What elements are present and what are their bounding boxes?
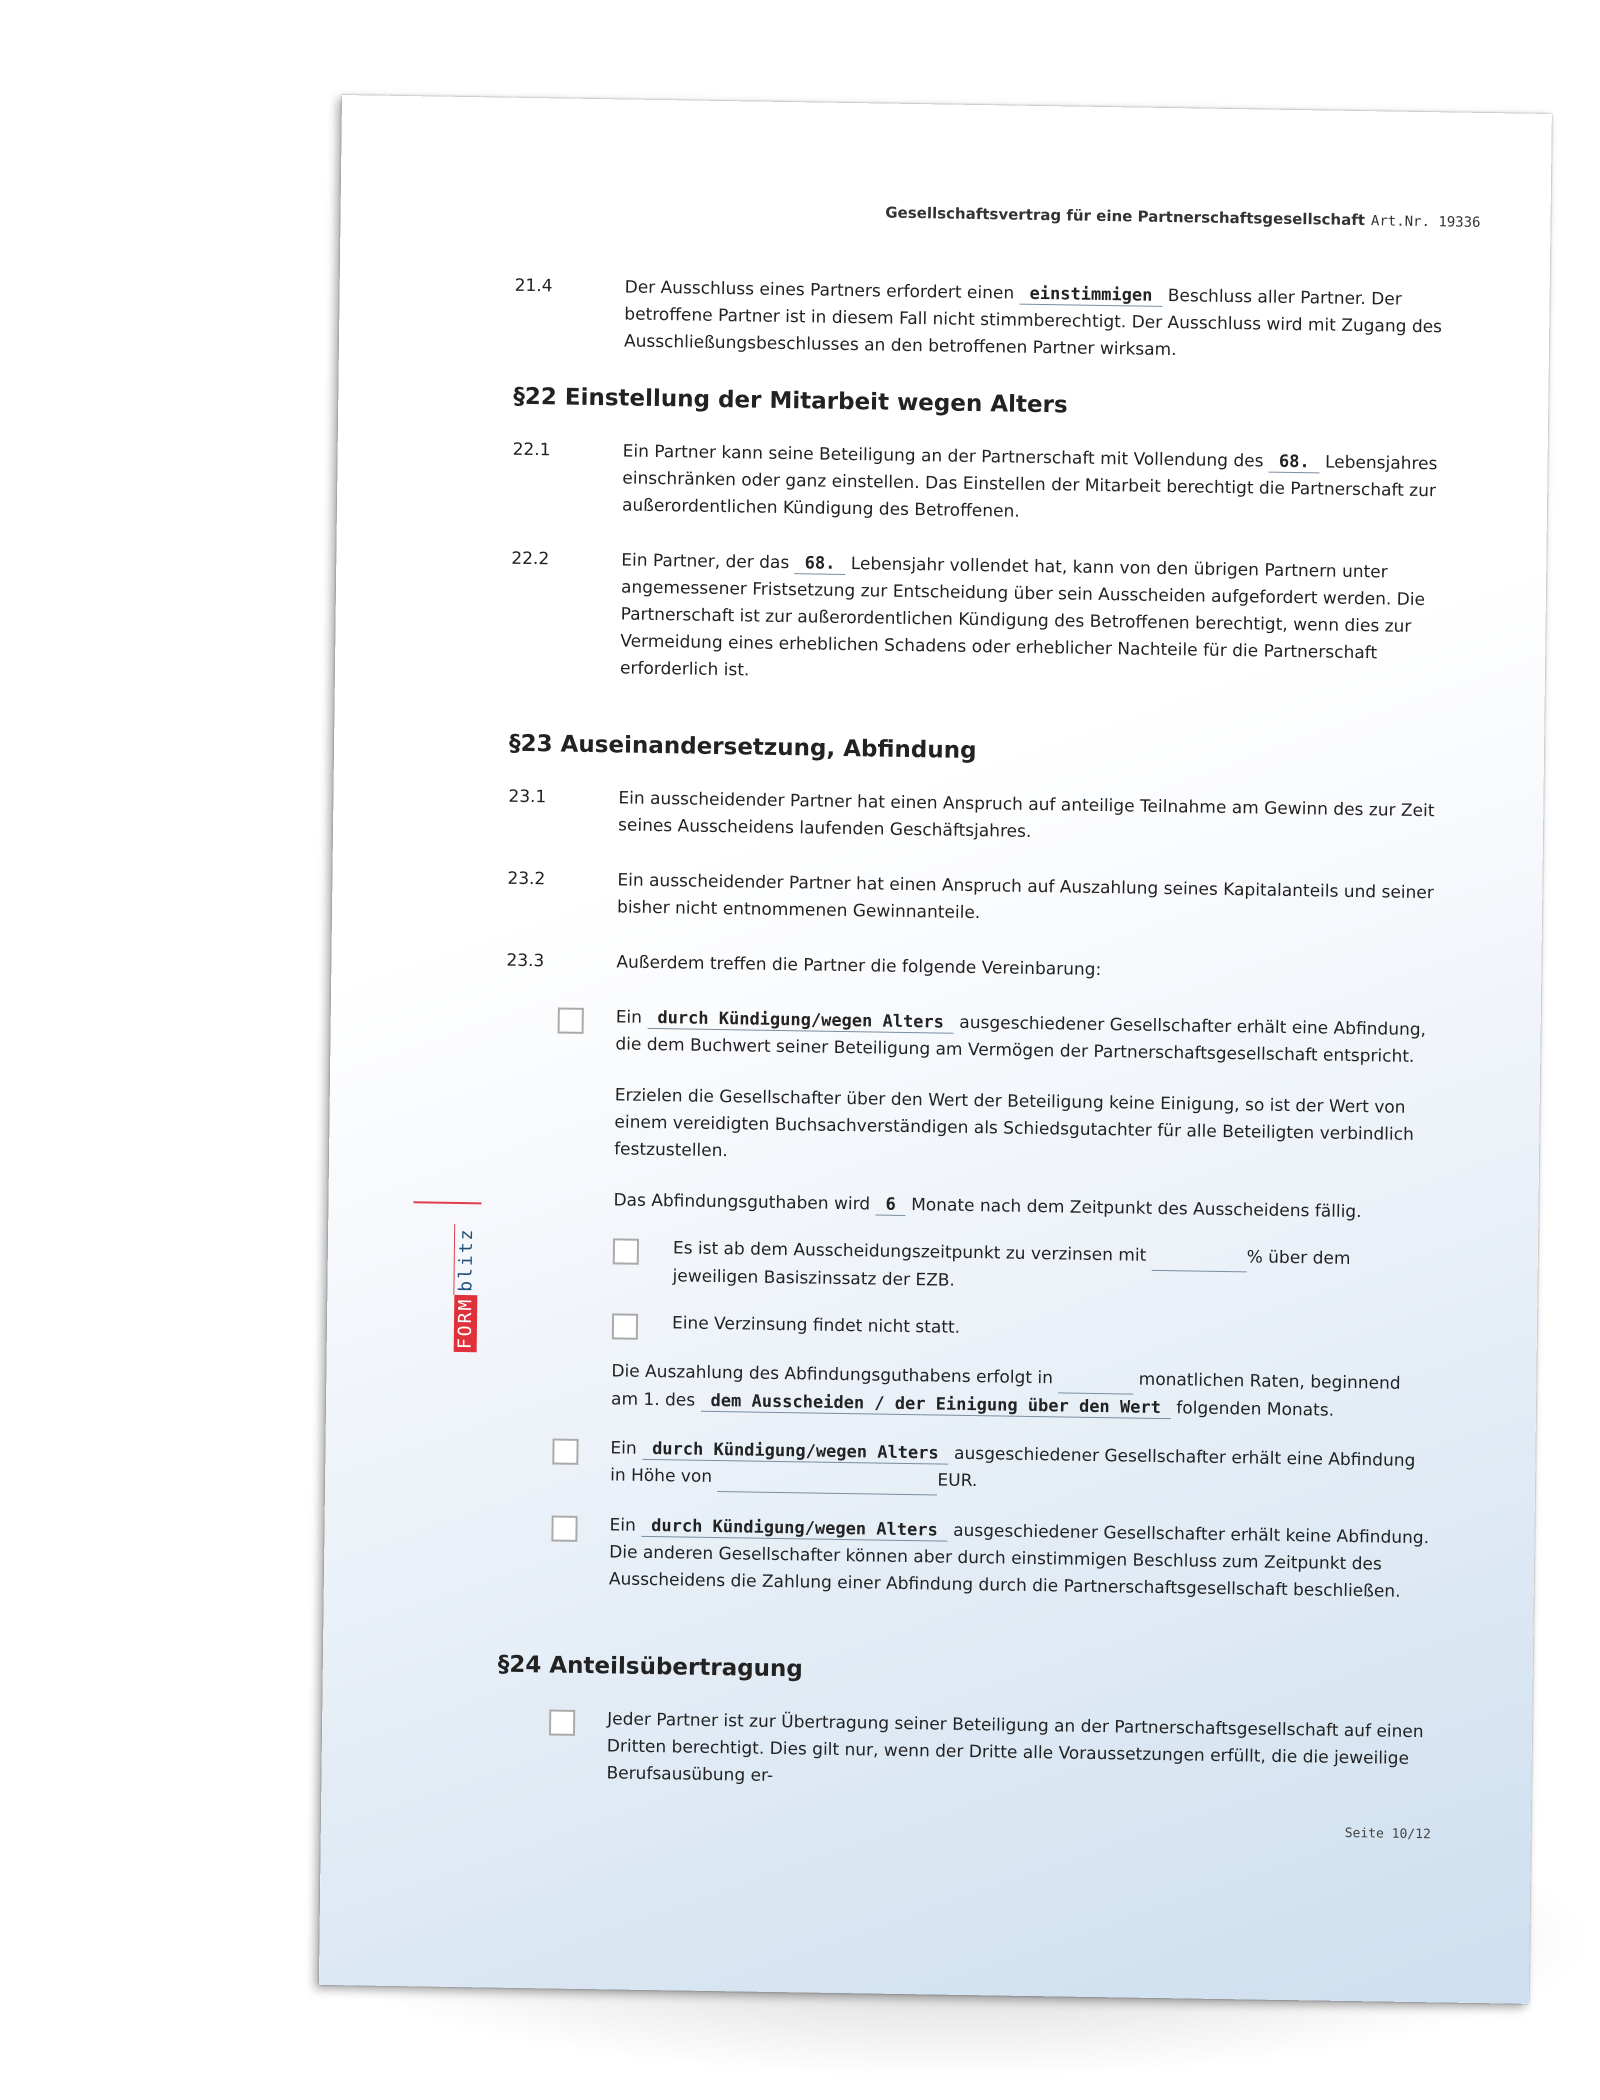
fill-field[interactable]: durch Kündigung/wegen Alters bbox=[641, 1516, 948, 1542]
fill-field[interactable]: 6 bbox=[875, 1195, 906, 1216]
page-header bbox=[885, 204, 1480, 231]
rates-field[interactable] bbox=[1058, 1365, 1133, 1394]
clause-21-4: 21.4 Der Ausschluss eines Partners erfordert einen einstimmigen Beschluss aller Partner. Der betroffene Partner ist in diesem Fall nicht stimmberechtigt. Der Ausschluss wird mit Zugang des Ausschließungsbeschlusses an den betroffenen Partner wirksam. bbox=[514, 275, 1443, 361]
amount-field[interactable] bbox=[717, 1464, 937, 1495]
document-page bbox=[319, 95, 1552, 2004]
section-heading-24: §24 Anteilsübertragung bbox=[497, 1651, 804, 1683]
article-number: Art.Nr. 19336 bbox=[1370, 213, 1481, 231]
fill-field[interactable]: 68. bbox=[1269, 452, 1320, 474]
section-heading-22: §22 Einstellung der Mitarbeit wegen Alters bbox=[513, 383, 1068, 419]
checkbox[interactable] bbox=[552, 1438, 578, 1464]
fill-field[interactable]: einstimmigen bbox=[1019, 284, 1162, 307]
option-transfer: Jeder Partner ist zur Übertragung seiner Beteiligung an der Partnerschaftsgesellschaft auf einen Dritten berechtigt. Dies gilt nur, wenn der Dritte alle Voraussetzungen erfüllt, die die jeweilige Berufsausübung er- bbox=[496, 1705, 1427, 1801]
clause-22-1: 22.1 Ein Partner kann seine Beteiligung an der Partnerschaft mit Vollendung des 68. Lebensjahres einschränken oder ganz einstellen. Das Einstellen der Mitarbeit berechtigt die Partnerschaft zur außerordentlichen Kündigung des Betroffenen. bbox=[512, 439, 1438, 522]
option-no-compensation: Ein durch Kündigung/wegen Alters ausgeschiedener Gesellschafter erhält keine Abfindung. Die anderen Gesellschafter können aber durch einstimmigen Beschluss zum Zeitpunkt des Ausscheidens die Zahlung einer Abfindung durch die Partnerschaftsgesellschaft beschließen. bbox=[499, 1511, 1430, 1607]
option-fixed-amount: Ein durch Kündigung/wegen Alters ausgeschiedener Gesellschafter erhält eine Abfindung in Höhe von EUR. bbox=[500, 1434, 1431, 1504]
fill-field[interactable]: 68. bbox=[795, 553, 846, 575]
checkbox[interactable] bbox=[551, 1515, 577, 1541]
clause-22-2: 22.2 Ein Partner, der das 68. Lebensjahr vollendet hat, kann von den übrigen Partnern unter angemessener Fristsetzung zur Entscheidung über sein Ausscheiden aufgefordert werden. Die Partnerschaft ist zur außerordentlichen Kündigung des Betroffenen berechtigt, wenn dies zur Vermeidung eines erheblichen Schadens oder erheblicher Nachteile für die Partnerschaft erforderlich ist. bbox=[511, 548, 1426, 681]
fill-field[interactable]: durch Kündigung/wegen Alters bbox=[647, 1008, 954, 1034]
checkbox[interactable] bbox=[613, 1238, 639, 1264]
document-body bbox=[454, 273, 1445, 1822]
formblitz-logo: FORMblitz bbox=[452, 1202, 484, 1352]
checkbox[interactable] bbox=[558, 1007, 584, 1033]
clause-23-3: 23.3 Außerdem treffen die Partner die folgende Vereinbarung: bbox=[506, 950, 1102, 981]
clause-23-2: 23.2 Ein ausscheidender Partner hat einen Anspruch auf Auszahlung seines Kapitalanteils und seiner bisher nicht entnommenen Gewinnanteile. bbox=[507, 868, 1434, 924]
checkbox[interactable] bbox=[612, 1313, 638, 1339]
clause-23-1: 23.1 Ein ausscheidender Partner hat einen Anspruch auf anteilige Teilnahme am Gewinn des zur Zeit seines Ausscheidens laufenden Geschäftsjahres. bbox=[508, 786, 1435, 842]
option-buchwert: Ein durch Kündigung/wegen Alters ausgeschiedener Gesellschafter erhält eine Abfindung, die dem Buchwert seiner Beteiligung am Vermögen der Partnerschaftsgesellschaft entspricht. Erzielen die Gesellschafter über den Wert der Beteiligung keine Einigung, so ist der Wert von einem vereidigten Buchsachverständigen als Schiedsgutachter für alle Beteiligten verbindlich festzustellen. Das Abfindungsguthaben wird 6 Monate nach dem Zeitpunkt des Ausscheidens fällig. Es ist ab dem Ausscheidungszeitpunkt zu verzinsen mit % über dem jeweiligen Basiszinssatz der EZB. Eine Verzinsung findet nicht statt. Die Auszahlung des Abfindungsguthabens erfolgt in monatlichen Raten, beginnend am 1. des dem Ausscheiden / der Einigung über den Wert folgenden Monats. bbox=[501, 1003, 1436, 1427]
fill-field[interactable]: dem Ausscheiden / der Einigung über den Wert bbox=[700, 1391, 1171, 1419]
checkbox[interactable] bbox=[549, 1709, 575, 1735]
fill-field[interactable]: durch Kündigung/wegen Alters bbox=[642, 1439, 949, 1465]
document-title: Gesellschaftsvertrag für eine Partnerschaftsgesellschaft bbox=[885, 203, 1366, 230]
page-number: Seite 10/12 bbox=[1344, 1825, 1431, 1843]
section-heading-23: §23 Auseinandersetzung, Abfindung bbox=[508, 730, 977, 765]
interest-field[interactable] bbox=[1151, 1243, 1246, 1272]
